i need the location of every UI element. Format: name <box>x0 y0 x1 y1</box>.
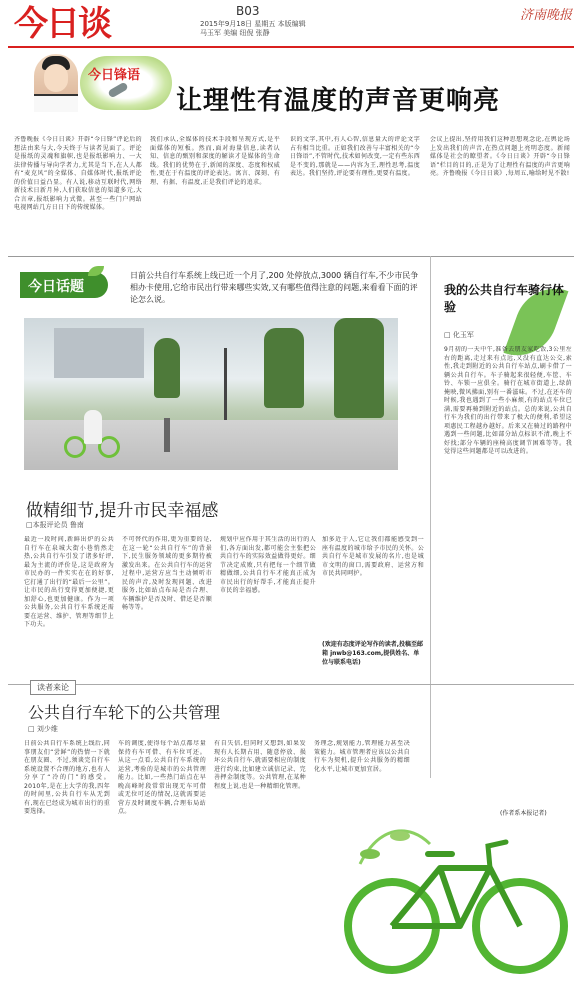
experience-byline: □ 化玉军 <box>444 331 474 339</box>
readers-byline: □ 刘少维 <box>28 725 58 733</box>
columnist-portrait <box>34 54 78 112</box>
section-rule <box>8 256 574 257</box>
readers-body-col1: 日前公共自行车系统上线后,同事朋友们“尝鲜”的热情一下就在朋友圈、不过,须谈完自行车系统设置不合理的地方,也有人分享了“冷的门”的感受。2010年,是在上大学的我,四年的时间里,公共自行车从无到有,现在已经成为城市出行的重要选择。 <box>24 740 110 815</box>
topic-tab <box>20 272 108 298</box>
page-number: B03 <box>236 4 260 18</box>
columnist-body-col2: 我们承认,全媒体的技术手段和呈现方式,是平面媒体的短板。然而,面对海量信息,读者认知、信息的甄别和深度的解读才是媒体的生命线。我们的优势在于,新闻的深度、态度和权威性,更在于有温度的评论表达。寓言、深刻、有理、有据、有温度,正是我们评论的追求。 <box>150 136 280 186</box>
rider-figure <box>84 410 102 444</box>
topic-body-col1: 最近一段时间,新鲜出炉的公共自行车在泉城大街小巷悄然走热,公共自行车引发了诸多好评,最为主流的评价是,这是政府为市民办的一件实实在在的好事,它打通了出行的“最后一公里”。让市民的出行变得更加便捷,更加舒心,也更加健康。作为一项公共服务,公共自行车系统还需要在运营、维护、管理等细节上下功夫。 <box>24 536 114 628</box>
experience-headline: 我的公共自行车骑行体验 <box>444 283 565 314</box>
topic-headline: 做精细节,提升市民幸福感 <box>26 501 219 521</box>
paper-name: 济南晚报 <box>519 8 572 23</box>
readers-body-col2: 车的调度,使得每个站点都尽量保持有车可借、有车位可还。从这一点看,公共自行车系统的运营,考验的是城市的公共管理能力。比如,一些热门站点在早晚高峰时段常常出现无车可借或无位可还的情况,这就需要运营方及时调度车辆,合理布局站点。 <box>118 740 206 815</box>
bike-rider-photo <box>24 318 398 470</box>
readers-tag: 读者来论 <box>30 680 76 695</box>
topic-intro: 日前公共自行车系统上线已近一个月了,200 处停放点,3000 辆自行车,不少市民争相办卡使用,它给市民出行带来哪些实效,又有哪些值得注意的问题,来看看下面的评论怎么说。 <box>130 271 419 304</box>
masthead <box>0 0 580 46</box>
topic-body-col4: 加多近于人,它让我们都能感受到一座有温度的城市给予市民的关怀。公共自行车是城市发展的名片,也是城市文明的窗口,需要政府、运营方和市民共同呵护。 <box>322 536 424 577</box>
columnist-headline: 让理性有温度的声音更响亮 <box>176 86 501 116</box>
columnist-body-col4: 会议上提出,坚持用我们这种思想观念论,在舆论场上发出我们的声音,在热点问题上亮明态度。新闻媒体是社会的瞭望者。《今日日谈》开辟“今日锋语”栏目的目的,正是为了让理性有温度的声音更响亮。齐鲁晚报《今日日谈》,每周五,喻给时见不散! <box>430 136 570 177</box>
topic-body-col2: 不可替代的作用,更为重要的是,在这一轮“公共自行车”的背景下,民生服务领域的更多期待被激发出来。在公共自行车的运营过程中,运营方应当主动倾听市民的声音,及时发现问题、改进服务,比如站点布局是否合理、车辆维护是否及时、借还是否顺畅等等。 <box>122 536 212 611</box>
topic-body-col3: 规划中应作用于其生活的出行的人们,各方面出发,都可能会主张把公共自行车的实际效益做得更好。细节决定成败,只有把每一个细节做精做细,公共自行车才能真正成为市民出行的好帮手,才能真正提升市民的幸福感。 <box>220 536 316 594</box>
right-column-rule <box>430 256 431 778</box>
columnist-body-col1: 齐鲁晚报《今日日谈》开辟“今日锋”评论后的想法由来与大,今天终于与读者见面了。评论是报纸的灵魂和旗帜,也是报纸影响力、一大法律传播与导向学者力,尤其是当下,在人人都有“麦克风”的全媒体、自媒体时代,报纸评论的价值日益凸显。有人说,移动互联时代,网络新技术日新月异,人们获取信息的渠道多元,大合言章,报纸影响力式微。甚至一些门户网站电视网站几方日日下的传统媒体。 <box>14 136 142 211</box>
topic-byline: □本报评论员 鲁南 <box>26 521 84 529</box>
topic-banner <box>20 262 420 306</box>
top-rule <box>8 46 574 48</box>
readers-headline: 公共自行车轮下的公共管理 <box>28 703 221 722</box>
topic-tab-label: 今日话题 <box>28 279 84 295</box>
submission-note: (欢迎有态度评论写作的读者,投稿至邮箱 jnwb@163.com,提供姓名、单位与联系电话) <box>322 641 424 666</box>
date-line: 2015年9月18日 星期五 本版编辑 马玉军 美编 纽倪 张静 <box>200 20 306 37</box>
bicycle-illustration-icon <box>340 824 574 980</box>
section-logo: 今日谈 <box>14 4 110 44</box>
readers-body-col3: 有自失信,但同时又想到,如果发现有人长期占用、随意停放、损坏公共自行车,就需要相应的制度进行约束,比如建立诚信记录、完善押金制度等。公共管理,在某种程度上说,也是一种精细化管理。 <box>214 740 306 790</box>
author-note: (作者系本报记者) <box>500 810 547 817</box>
experience-body: 9月初的一天中午,准备去朋友家吃饭,3公里左右的距离,走过来有点远,又没有直达公交,索性,我走到附近的公共自行车站点,刷卡借了一辆公共自行车。车子骑起来很轻便,车筐、车铃、车锁一应俱全。骑行在城市街道上,绿荫掩映,微风拂面,别有一番滋味。不过,在还车的时候,我也遇到了一些小麻烦,有的站点车位已满,需要再骑到附近的站点。总的来说,公共自行车为我们的出行带来了极大的便利,希望这项惠民工程越办越好。后来又在骑过的路程中遇到一些问题,比如部分站点标识不清,晚上不好找;部分车辆的座椅高度调节困难等等。我觉得这些问题都是可以改进的。 <box>444 346 572 455</box>
columnist-body-col3: 识的文字,其中,有人心智,信息量大的评论文字占有相当比重。正如我们改善与丰富相关的“今日锋语”,不管时代,技术如何改变,一定有些东西是不变的,那就是——内容为王,理性思考,温度表达。我们坚持,评论要有理性,更要有温度。 <box>290 136 420 177</box>
columnist-header <box>8 50 574 130</box>
leaf-icon <box>88 266 104 276</box>
readers-rule <box>8 684 574 685</box>
column-badge-label: 今日锋语 <box>88 68 141 83</box>
readers-body-col4: 务理念,规划能力,管理能力甚至决策能力。城市管理者应该以公共自行车为契机,提升公共服务的精细化水平,让城市更加宜居。 <box>314 740 410 773</box>
